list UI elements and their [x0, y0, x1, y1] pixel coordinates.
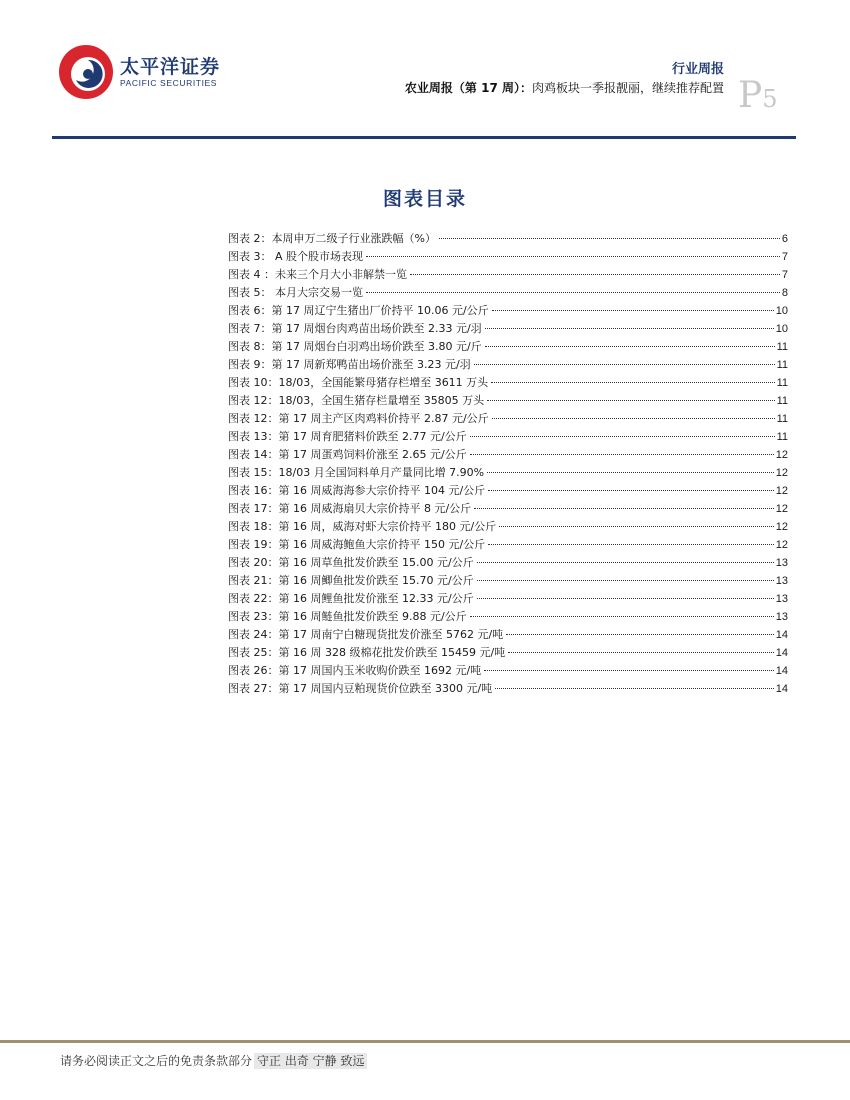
- toc-leader-dots: [495, 688, 774, 689]
- toc-item-label: 图表 5： 本月大宗交易一览: [228, 286, 363, 299]
- toc-item[interactable]: [228, 446, 788, 464]
- page-number-value: 5: [762, 85, 778, 113]
- toc-item[interactable]: [228, 518, 788, 536]
- toc-item[interactable]: [228, 626, 788, 644]
- toc-item-page: 13: [775, 557, 788, 569]
- toc-item-page: 8: [781, 287, 788, 299]
- toc-heading: 图表目录: [382, 188, 467, 210]
- toc-item-page: 12: [775, 539, 788, 551]
- toc-item[interactable]: [228, 608, 788, 626]
- toc-leader-dots: [488, 490, 774, 491]
- company-logo: [58, 44, 238, 100]
- toc-item-page: 11: [776, 341, 788, 353]
- toc-item[interactable]: [228, 374, 788, 392]
- toc-leader-dots: [492, 418, 775, 419]
- toc-item-label: 图表 17：第 16 周威海扇贝大宗价持平 8 元/公斤: [228, 502, 472, 515]
- toc-item[interactable]: [228, 392, 788, 410]
- toc-leader-dots: [485, 346, 775, 347]
- toc-leader-dots: [470, 454, 774, 455]
- footer-motto: 守正 出奇 宁静 致远: [254, 1053, 367, 1069]
- toc-item[interactable]: [228, 482, 788, 500]
- toc-leader-dots: [410, 274, 780, 275]
- toc-leader-dots: [484, 670, 774, 671]
- toc-leader-dots: [439, 238, 780, 239]
- company-name-en: PACIFIC SECURITIES: [120, 78, 218, 88]
- toc-item-label: 图表 18：第 16 周，威海对虾大宗价持平 180 元/公斤: [228, 520, 497, 533]
- toc-item-page: 13: [775, 611, 788, 623]
- toc-item[interactable]: [228, 464, 788, 482]
- toc-item-label: 图表 19：第 16 周威海鲍鱼大宗价持平 150 元/公斤: [228, 538, 486, 551]
- toc-item-page: 14: [775, 629, 788, 641]
- toc-item-page: 11: [776, 377, 788, 389]
- toc-leader-dots: [487, 400, 774, 401]
- toc-item-label: 图表 2：本周申万二级子行业涨跌幅（%）: [228, 232, 436, 245]
- toc-list: [228, 230, 788, 698]
- pacific-securities-logo-icon: [58, 44, 114, 100]
- toc-item-label: 图表 12：第 17 周主产区肉鸡料价持平 2.87 元/公斤: [228, 412, 489, 425]
- toc-item-page: 14: [775, 647, 788, 659]
- toc-item[interactable]: [228, 428, 788, 446]
- footer-divider: [0, 1040, 850, 1043]
- toc-item-page: 11: [776, 395, 788, 407]
- toc-item[interactable]: [228, 410, 788, 428]
- toc-item[interactable]: [228, 266, 788, 284]
- footer-disclaimer: 请务必阅读正文之后的免责条款部分: [60, 1054, 253, 1068]
- toc-leader-dots: [477, 598, 774, 599]
- toc-item[interactable]: [228, 302, 788, 320]
- toc-leader-dots: [474, 508, 774, 509]
- toc-item[interactable]: [228, 356, 788, 374]
- report-title-bold: 农业周报（第 17 周）：: [404, 81, 532, 95]
- toc-item-page: 12: [775, 467, 788, 479]
- toc-item-page: 6: [781, 233, 788, 245]
- toc-item-page: 11: [776, 413, 788, 425]
- toc-item-label: 图表 4 ：未来三个月大小非解禁一览: [228, 268, 407, 281]
- toc-item-label: 图表 24：第 17 周南宁白糖现货批发价涨至 5762 元/吨: [228, 628, 504, 641]
- toc-leader-dots: [470, 616, 774, 617]
- footer: [60, 1052, 367, 1069]
- toc-item-label: 图表 7：第 17 周烟台肉鸡苗出场价跌至 2.33 元/羽: [228, 322, 482, 335]
- page-number: [738, 75, 778, 116]
- toc-item-label: 图表 10：18/03，全国能繁母猪存栏增至 3611 万头: [228, 376, 489, 389]
- toc-item-label: 图表 20：第 16 周草鱼批发价跌至 15.00 元/公斤: [228, 556, 474, 569]
- toc-leader-dots: [487, 472, 774, 473]
- toc-item-page: 12: [775, 503, 788, 515]
- toc-leader-dots: [492, 310, 774, 311]
- toc-item-label: 图表 12：18/03，全国生猪存栏量增至 35805 万头: [228, 394, 485, 407]
- toc-item[interactable]: [228, 572, 788, 590]
- page-letter: P: [738, 75, 763, 116]
- report-title-rest: 肉鸡板块一季报靓丽，继续推荐配置: [531, 81, 724, 95]
- toc-item[interactable]: [228, 284, 788, 302]
- toc-leader-dots: [477, 562, 774, 563]
- toc-item-page: 12: [775, 449, 788, 461]
- toc-item-page: 12: [775, 485, 788, 497]
- toc-item[interactable]: [228, 500, 788, 518]
- toc-leader-dots: [488, 544, 774, 545]
- report-type: 行业周报: [671, 62, 724, 77]
- toc-item-label: 图表 27：第 17 周国内豆粕现货价位跌至 3300 元/吨: [228, 682, 493, 695]
- toc-item[interactable]: [228, 230, 788, 248]
- toc-item-label: 图表 3： A 股个股市场表现: [228, 250, 364, 263]
- toc-item[interactable]: [228, 338, 788, 356]
- toc-item-page: 11: [776, 359, 788, 371]
- toc-item-page: 7: [781, 269, 788, 281]
- toc-leader-dots: [485, 328, 774, 329]
- toc-item-label: 图表 23：第 16 周鲢鱼批发价跌至 9.88 元/公斤: [228, 610, 467, 623]
- toc-item-label: 图表 22：第 16 周鲤鱼批发价涨至 12.33 元/公斤: [228, 592, 474, 605]
- toc-item-label: 图表 25：第 16 周 328 级棉花批发价跌至 15459 元/吨: [228, 646, 506, 659]
- toc-leader-dots: [366, 256, 780, 257]
- toc-item-label: 图表 13：第 17 周育肥猪料价跌至 2.77 元/公斤: [228, 430, 467, 443]
- toc-item[interactable]: [228, 662, 788, 680]
- toc-item[interactable]: [228, 590, 788, 608]
- toc-item[interactable]: [228, 320, 788, 338]
- toc-item[interactable]: [228, 680, 788, 698]
- toc-item-page: 10: [775, 305, 788, 317]
- toc-item[interactable]: [228, 644, 788, 662]
- toc-leader-dots: [366, 292, 780, 293]
- toc-item-page: 7: [781, 251, 788, 263]
- toc-item-label: 图表 21：第 16 周鲫鱼批发价跌至 15.70 元/公斤: [228, 574, 474, 587]
- toc-leader-dots: [491, 382, 774, 383]
- toc-item-page: 12: [775, 521, 788, 533]
- toc-leader-dots: [499, 526, 774, 527]
- toc-leader-dots: [477, 580, 774, 581]
- toc-item-label: 图表 8：第 17 周烟台白羽鸡出场价跌至 3.80 元/斤: [228, 340, 482, 353]
- toc-item-label: 图表 16：第 16 周威海海参大宗价持平 104 元/公斤: [228, 484, 486, 497]
- toc-item-label: 图表 9：第 17 周新郑鸭苗出场价涨至 3.23 元/羽: [228, 358, 471, 371]
- toc-item-label: 图表 6：第 17 周辽宁生猪出厂价持平 10.06 元/公斤: [228, 304, 489, 317]
- toc-item-label: 图表 15：18/03 月全国饲料单月产量同比增 7.90%: [228, 466, 485, 479]
- toc-item-page: 11: [776, 431, 788, 443]
- toc-leader-dots: [508, 652, 774, 653]
- toc-item[interactable]: [228, 536, 788, 554]
- report-title: [405, 79, 724, 96]
- toc-item-page: 14: [775, 665, 788, 677]
- toc-item[interactable]: [228, 248, 788, 266]
- toc-leader-dots: [506, 634, 774, 635]
- toc-item-label: 图表 26：第 17 周国内玉米收购价跌至 1692 元/吨: [228, 664, 482, 677]
- header-divider: [52, 136, 796, 139]
- toc-item-label: 图表 14：第 17 周蛋鸡饲料价涨至 2.65 元/公斤: [228, 448, 467, 461]
- toc-item-page: 10: [775, 323, 788, 335]
- toc-leader-dots: [470, 436, 775, 437]
- company-name-cn: 太平洋证券: [120, 56, 221, 78]
- toc-item-page: 14: [775, 683, 788, 695]
- toc-leader-dots: [474, 364, 775, 365]
- toc-item-page: 13: [775, 575, 788, 587]
- toc-item-page: 13: [775, 593, 788, 605]
- toc-item[interactable]: [228, 554, 788, 572]
